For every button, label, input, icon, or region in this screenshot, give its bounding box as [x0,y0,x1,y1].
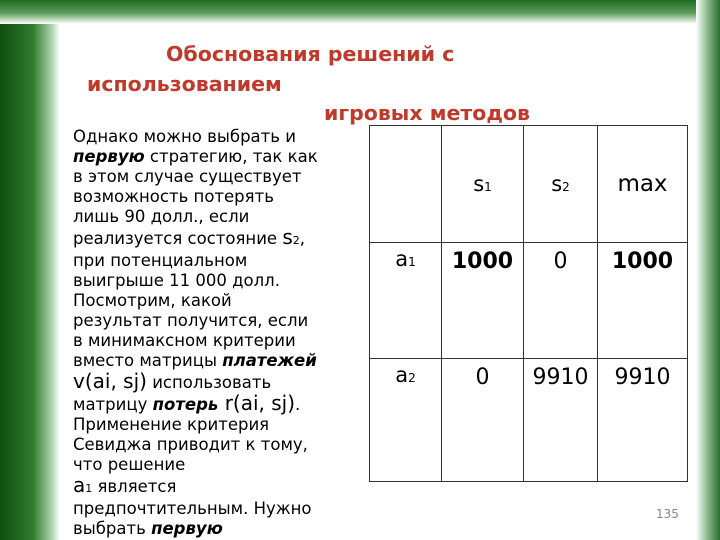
symbol-subscript: 2 [292,234,300,247]
title-line-1: Обоснования решений с [166,42,455,66]
symbol-subscript: 1 [85,482,93,495]
text-segment: Севиджа приводит к тому, [73,435,308,454]
body-paragraph [73,127,363,539]
table-row [370,243,688,359]
text-segment: выбрать [73,519,152,538]
text-segment: реализуется состояние [73,229,283,248]
emphasis-text: первую [151,519,223,538]
table-corner-cell [370,126,442,243]
text-line [73,227,363,251]
text-segment: Однако можно выбрать и [73,127,296,146]
title-line-2: использованием [87,72,282,96]
text-segment: , [299,229,305,248]
text-segment: . [295,395,301,414]
row-label-a1 [370,243,442,359]
table-row [370,359,688,482]
text-segment: что решение [73,455,186,474]
header-cell-max: max [598,126,688,243]
text-line [73,127,363,147]
header-subscript: 2 [562,180,570,194]
header-cell-s1 [442,126,524,243]
symbol-letter: a [73,473,86,497]
emphasis-text: платежей [222,351,317,370]
text-segment: в минимаксном критерии [73,331,296,350]
text-line [73,371,363,393]
formula-text: v(ai, sj) [73,369,147,393]
formula-text: r(ai, sj) [218,391,296,415]
table-cell: 9910 [598,359,688,482]
slide-title [0,36,720,136]
text-line [73,415,363,435]
row-letter: a [395,363,409,387]
text-segment: выигрыше 11 000 долл. [73,271,280,290]
top-green-border [0,0,720,24]
text-line [73,475,363,499]
text-line [73,207,363,227]
text-segment: при потенциальном [73,251,248,270]
header-subscript: 1 [484,180,492,194]
page-number: 135 [656,507,679,521]
text-segment: стратегию, так как [144,147,318,166]
text-segment: матрицу [73,395,153,414]
text-segment: результат получится, если [73,311,309,330]
table-cell: 0 [442,359,524,482]
header-cell-s2 [524,126,598,243]
table-header-row [370,126,688,243]
table-cell: 9910 [524,359,598,482]
text-segment: лишь 90 долл., если [73,207,250,226]
text-line [73,393,363,415]
row-subscript: 2 [408,371,416,385]
text-line [73,351,363,371]
text-line [73,435,363,455]
text-segment: предпочтительным. Нужно [73,499,312,518]
text-line [73,499,363,519]
text-line [73,271,363,291]
text-line [73,251,363,271]
text-segment: вместо матрицы [73,351,223,370]
table-cell: 1000 [598,243,688,359]
text-segment: является [92,477,177,496]
text-segment: Применение критерия [73,415,270,434]
text-segment: Посмотрим, какой [73,291,232,310]
text-line [73,519,363,539]
row-letter: a [395,247,409,271]
text-line [73,455,363,475]
header-letter: s [551,172,563,196]
emphasis-text: потерь [152,395,219,414]
table-cell: 1000 [442,243,524,359]
table-cell: 0 [524,243,598,359]
text-segment: использовать [146,373,272,392]
loss-matrix-table [369,125,688,482]
symbol-letter: s [282,225,293,249]
text-line [73,147,363,167]
text-line [73,167,363,187]
text-line [73,291,363,311]
text-segment: в этом случае существует [73,167,302,186]
text-line [73,311,363,331]
row-subscript: 1 [408,255,416,269]
row-label-a2 [370,359,442,482]
text-line [73,187,363,207]
emphasis-text: первую [73,147,145,166]
header-letter: s [473,172,485,196]
title-line-3: игровых методов [324,101,530,125]
text-line [73,331,363,351]
text-segment: возможность потерять [73,187,274,206]
